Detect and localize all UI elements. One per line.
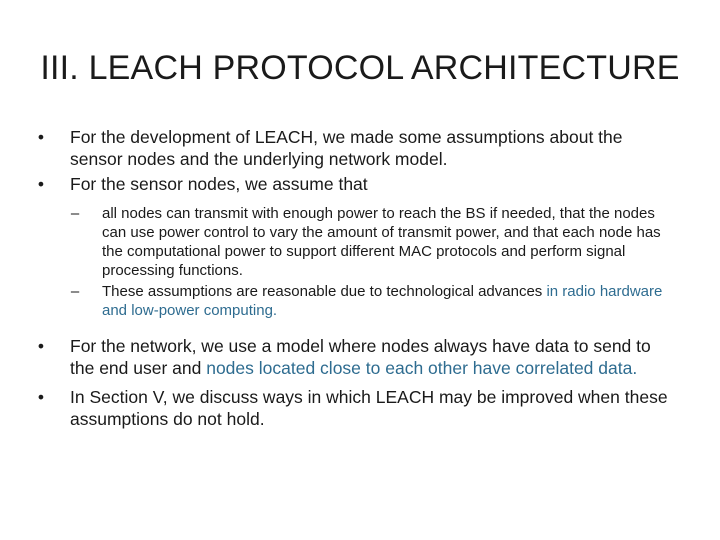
sub-bullet-text: These assumptions are reasonable due to technological advances — [102, 283, 547, 300]
bullet-item — [28, 386, 668, 430]
bullet-highlight-text: nodes located close to each other have correlated data. — [206, 358, 638, 378]
bullet-icon: • — [37, 387, 45, 407]
bullet-icon: • — [37, 336, 45, 356]
bullet-text: For the network, we use a model where nodes always have data to send to the end user and — [70, 336, 651, 378]
bullet-item — [28, 335, 668, 379]
sub-bullet-highlight-text: in radio hardware and low-power computing. — [102, 283, 663, 319]
slide-body — [28, 126, 668, 430]
bullet-item — [28, 173, 668, 195]
bullet-text: In Section V, we discuss ways in which LEACH may be improved when these assumptions do not hold. — [70, 387, 668, 429]
dash-icon: – — [70, 205, 80, 222]
bullet-text: For the sensor nodes, we assume that — [70, 174, 368, 194]
dash-icon: – — [70, 283, 80, 300]
sub-bullet-text: all nodes can transmit with enough power to reach the BS if needed, that the nodes can use power control to vary the amount of transmit power, and that each node has the computational power to support different MAC protocols and perform signal processing functions. — [102, 205, 661, 279]
bullet-text: For the development of LEACH, we made some assumptions about the sensor nodes and the underlying network model. — [70, 127, 623, 169]
sub-bullet-item — [28, 282, 668, 320]
bullet-item — [28, 126, 668, 170]
sub-bullet-item — [28, 204, 668, 280]
slide-title: III. LEACH PROTOCOL ARCHITECTURE — [40, 49, 680, 87]
bullet-icon: • — [37, 127, 45, 147]
bullet-icon: • — [37, 174, 45, 194]
